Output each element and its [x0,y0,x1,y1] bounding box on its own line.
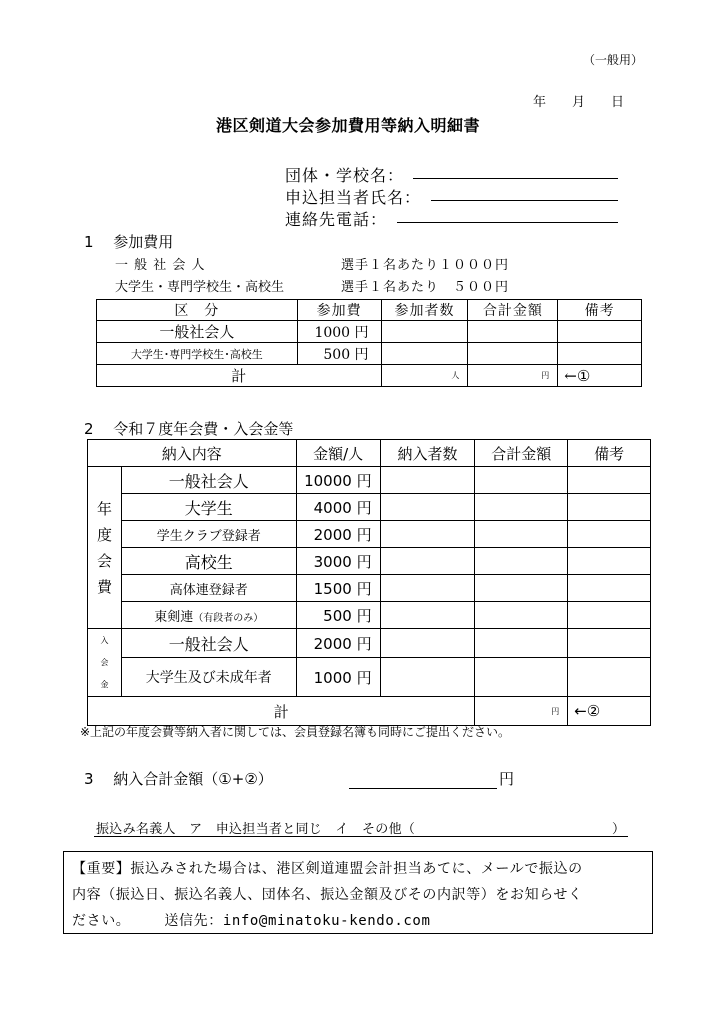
row-fee: 500 円 [297,343,381,365]
section3-heading: 3 納入合計金額（①+②） [84,770,273,788]
remarks-cell[interactable] [568,629,651,658]
total-cell[interactable] [475,658,568,697]
payers-cell[interactable] [380,629,475,658]
contact-email[interactable]: info@minatoku-kendo.com [222,913,431,929]
transfer-name-line: 振込み名義人 ア 申込担当者と同じ イ その他（ [96,822,416,837]
total-cell[interactable] [475,602,568,629]
remarks-cell[interactable] [568,494,651,521]
grand-total-field[interactable] [349,770,497,789]
person-name-field[interactable] [431,182,618,201]
section1-line1-rate: 選手１名あたり１０００円 [341,258,510,273]
mark-2: ←② [568,697,651,726]
payers-cell[interactable] [380,494,475,521]
transfer-name-underline[interactable] [94,820,628,837]
notice-line-3-text: ださい。 [72,913,131,929]
total-people-cell[interactable] [381,365,468,387]
yen-unit: 円 [551,706,560,716]
payers-cell[interactable] [380,467,475,494]
total-cell[interactable] [468,343,558,365]
remarks-cell[interactable] [568,602,651,629]
participants-cell[interactable] [381,343,468,365]
fee-amount: 1500 円 [296,575,380,602]
section2-note: ※上記の年度会費等納入者に関しては、会員登録名簿も同時にご提出ください。 [80,725,511,739]
remarks-cell[interactable] [568,575,651,602]
total-cell[interactable] [475,548,568,575]
remarks-cell[interactable] [558,343,642,365]
fee-amount: 10000 円 [296,467,380,494]
remarks-cell[interactable] [558,321,642,343]
person-name-label: 申込担当者氏名： [285,188,422,207]
yen-unit: 円 [541,371,550,380]
col-header-participants: 参加者数 [381,300,468,321]
remarks-cell[interactable] [568,658,651,697]
fee-item: 高体連登録者 [121,575,296,602]
phone-field[interactable] [397,204,618,223]
col-header-amount: 金額/人 [296,440,380,467]
important-notice [63,851,653,934]
date-line: 年 月 日 [533,95,625,110]
grand-total-cell[interactable] [468,365,558,387]
col-header-fee: 参加費 [297,300,381,321]
remarks-cell[interactable] [568,548,651,575]
transfer-close-paren: ） [612,822,626,837]
row-fee: 1000 円 [297,321,381,343]
fee-item: 大学生 [121,494,296,521]
payers-cell[interactable] [380,521,475,548]
col-header-remarks: 備考 [558,300,642,321]
remarks-cell[interactable] [568,467,651,494]
section1-line2-category: 大学生・専門学校生・高校生 [115,280,285,295]
page-title: 港区剣道大会参加費用等納入明細書 [216,116,481,135]
org-name-label: 団体・学校名： [285,166,405,185]
fee-amount: 4000 円 [296,494,380,521]
org-name-field[interactable] [413,160,618,179]
section1-heading: 1 参加費用 [84,233,174,251]
total-cell[interactable] [475,575,568,602]
fee-item: 高校生 [121,548,296,575]
fee-amount: 2000 円 [296,521,380,548]
fee-amount: 1000 円 [296,658,380,697]
col-header-total: 合計金額 [475,440,568,467]
payers-cell[interactable] [380,548,475,575]
people-unit: 人 [451,371,460,380]
mark-1: ←① [558,365,642,387]
total-cell[interactable] [475,494,568,521]
fee-item-note: （有段者のみ） [193,612,264,624]
fee-item-name: 東剣連 [154,609,194,625]
section1-line1-category: 一 般 社 会 人 [115,258,206,273]
fee-item: 一般社会人 [121,629,296,658]
col-header-item: 納入内容 [88,440,297,467]
participation-fee-table [96,299,642,387]
total-cell[interactable] [475,467,568,494]
notice-line-3 [72,908,644,934]
grand-total-cell[interactable] [475,697,568,726]
payers-cell[interactable] [380,658,475,697]
col-header-remarks: 備考 [568,440,651,467]
phone-label: 連絡先電話： [285,210,388,229]
total-row-label: 計 [97,365,382,387]
notice-line-2: 内容（振込日、振込名義人、団体名、振込金額及びその内訳等）をお知らせく [72,887,583,903]
section1-line2-rate: 選手１名あたり ５００円 [341,280,510,295]
total-row-label: 計 [88,697,475,726]
total-cell[interactable] [475,629,568,658]
fee-amount: 500 円 [296,602,380,629]
payers-cell[interactable] [380,602,475,629]
annual-fee-group-label: 年 度 会 費 [88,467,122,629]
fee-item: 学生クラブ登録者 [121,521,296,548]
send-to-label: 送信先： [164,913,223,929]
col-header-total: 合計金額 [468,300,558,321]
payers-cell[interactable] [380,575,475,602]
annual-fee-table [87,439,651,726]
col-header-category: 区 分 [97,300,298,321]
notice-line-1: 【重要】振込みされた場合は、港区剣道連盟会計担当あてに、メールで振込の [72,861,583,877]
remarks-cell[interactable] [568,521,651,548]
row-category: 一般社会人 [97,321,298,343]
col-header-payers: 納入者数 [380,440,475,467]
grand-total-yen: 円 [499,770,515,788]
joining-fee-group-label: 入 会 金 [88,629,122,697]
fee-item: 大学生及び未成年者 [121,658,296,697]
fee-amount: 2000 円 [296,629,380,658]
fee-item [121,602,296,629]
total-cell[interactable] [475,521,568,548]
section2-heading: 2 令和７度年会費・入会金等 [84,420,294,438]
usage-tag: （一般用） [583,53,644,67]
participants-cell[interactable] [381,321,468,343]
fee-amount: 3000 円 [296,548,380,575]
row-category: 大学生･専門学校生･高校生 [97,343,298,365]
fee-item: 一般社会人 [121,467,296,494]
total-cell[interactable] [468,321,558,343]
